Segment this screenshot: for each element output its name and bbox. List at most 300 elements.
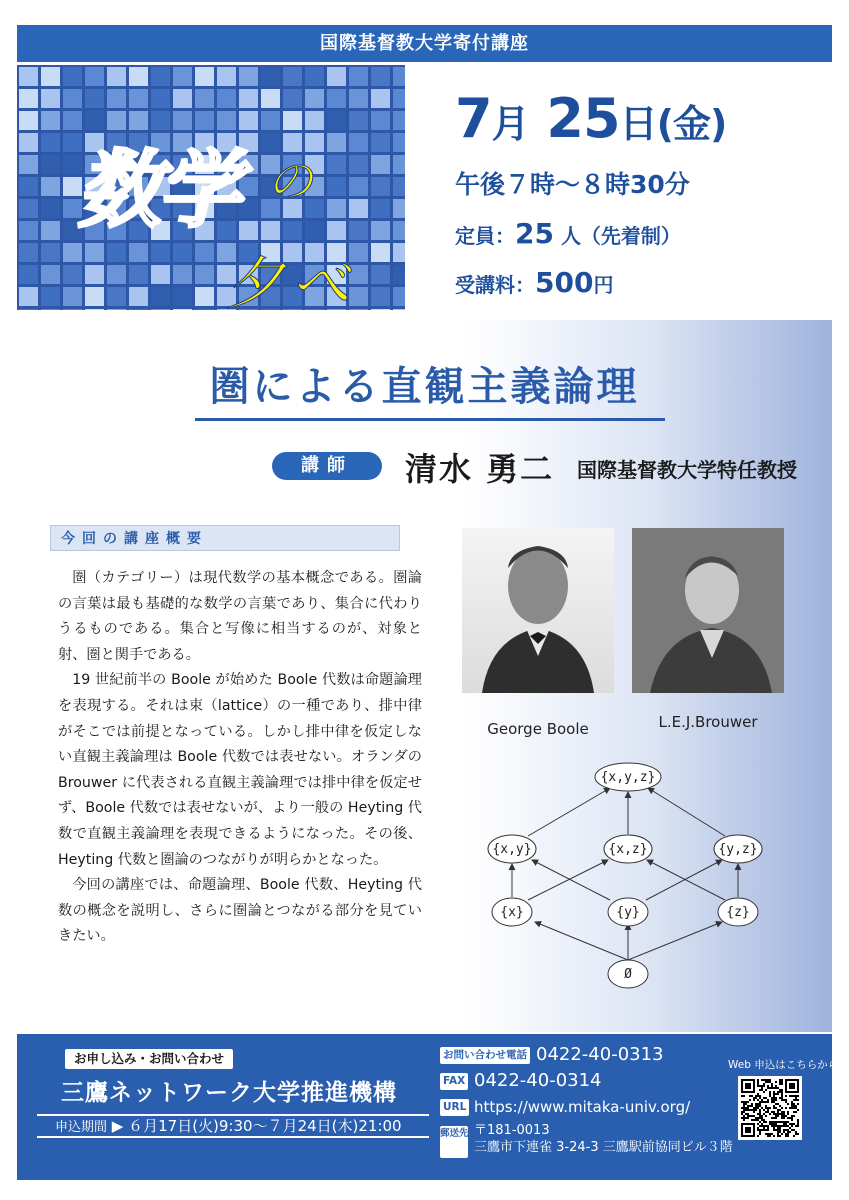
qr-finder-square xyxy=(745,1083,751,1089)
mosaic-tile xyxy=(371,89,390,108)
mosaic-tile xyxy=(239,133,258,152)
qr-module xyxy=(779,1131,781,1133)
qr-code-icon xyxy=(741,1079,799,1137)
lecturer-row xyxy=(272,448,832,488)
mosaic-tile xyxy=(173,287,192,306)
qr-module xyxy=(759,1113,761,1115)
qr-module xyxy=(775,1093,777,1095)
qr-module xyxy=(775,1125,777,1127)
qr-module xyxy=(777,1103,779,1105)
qr-module xyxy=(777,1129,779,1131)
mosaic-tile xyxy=(63,309,82,310)
date-day-unit: 日 xyxy=(619,102,657,146)
postal-code: 〒181-0013 xyxy=(474,1123,550,1138)
qr-module xyxy=(777,1127,779,1129)
qr-module xyxy=(767,1133,769,1135)
lecturer-affiliation: 国際基督教大学特任教授 xyxy=(577,458,797,482)
overview-body xyxy=(58,566,422,950)
qr-module xyxy=(767,1085,769,1087)
qr-module xyxy=(741,1107,743,1109)
qr-module xyxy=(791,1105,793,1107)
mosaic-tile xyxy=(41,199,60,218)
mosaic-tile xyxy=(63,265,82,284)
mosaic-tile xyxy=(305,89,324,108)
mosaic-tile xyxy=(107,287,126,306)
mosaic-tile xyxy=(63,287,82,306)
mailing-address xyxy=(474,1122,733,1156)
qr-module xyxy=(785,1121,787,1123)
mosaic-tile xyxy=(371,243,390,262)
qr-module xyxy=(747,1109,749,1111)
photo-brouwer xyxy=(632,528,784,693)
qr-module xyxy=(757,1081,759,1083)
qr-module xyxy=(765,1121,767,1123)
qr-module xyxy=(781,1095,783,1097)
qr-module xyxy=(773,1121,775,1123)
qr-module xyxy=(763,1121,765,1123)
mosaic-tile xyxy=(327,67,346,86)
qr-module xyxy=(773,1125,775,1127)
qr-module xyxy=(779,1129,781,1131)
mosaic-tile xyxy=(349,177,368,196)
event-time: 午後７時～８時30分 xyxy=(455,170,690,199)
mosaic-tile xyxy=(19,89,38,108)
capacity-value: 25 xyxy=(515,217,554,250)
qr-module xyxy=(753,1119,755,1121)
qr-module xyxy=(767,1087,769,1089)
mosaic-tile xyxy=(85,309,104,310)
qr-module xyxy=(743,1103,745,1105)
mosaic-tile xyxy=(371,221,390,240)
qr-module xyxy=(775,1097,777,1099)
qr-module xyxy=(773,1091,775,1093)
mosaic-tile xyxy=(129,309,148,310)
mosaic-tile xyxy=(19,243,38,262)
qr-module xyxy=(769,1107,771,1109)
mosaic-tile xyxy=(41,309,60,310)
date-day: 25 xyxy=(546,87,620,150)
qr-module xyxy=(779,1097,781,1099)
qr-module xyxy=(757,1107,759,1109)
qr-module xyxy=(793,1115,795,1117)
qr-module xyxy=(797,1121,799,1123)
qr-module xyxy=(777,1109,779,1111)
qr-module xyxy=(743,1105,745,1107)
qr-module xyxy=(749,1095,751,1097)
mosaic-tile xyxy=(41,287,60,306)
qr-module xyxy=(743,1119,745,1121)
qr-module xyxy=(781,1121,783,1123)
mosaic-tile xyxy=(239,155,258,174)
qr-module xyxy=(775,1099,777,1101)
qr-module xyxy=(775,1103,777,1105)
qr-module xyxy=(747,1113,749,1115)
mosaic-tile xyxy=(393,221,405,240)
lecturer-badge: 講師 xyxy=(272,452,382,480)
qr-code[interactable] xyxy=(738,1076,802,1140)
mosaic-tile xyxy=(349,111,368,130)
mosaic-tile xyxy=(349,133,368,152)
qr-module xyxy=(781,1113,783,1115)
qr-module xyxy=(759,1097,761,1099)
qr-module xyxy=(759,1131,761,1133)
qr-module xyxy=(773,1129,775,1131)
qr-module xyxy=(759,1095,761,1097)
mosaic-tile xyxy=(239,89,258,108)
qr-module xyxy=(787,1113,789,1115)
event-date xyxy=(455,88,835,155)
mosaic-tile xyxy=(41,133,60,152)
qr-module xyxy=(761,1117,763,1119)
qr-module xyxy=(741,1111,743,1113)
fee-value: 500 xyxy=(535,266,594,299)
qr-module xyxy=(783,1123,785,1125)
qr-module xyxy=(793,1103,795,1105)
qr-module xyxy=(783,1125,785,1127)
mosaic-tile xyxy=(195,265,214,284)
qr-module xyxy=(795,1107,797,1109)
qr-module xyxy=(773,1099,775,1101)
qr-module xyxy=(763,1119,765,1121)
qr-module xyxy=(755,1109,757,1111)
qr-module xyxy=(795,1097,797,1099)
qr-module xyxy=(757,1079,759,1081)
qr-module xyxy=(753,1107,755,1109)
qr-module xyxy=(755,1103,757,1105)
mosaic-tile xyxy=(85,243,104,262)
mosaic-tile xyxy=(239,111,258,130)
mosaic-tile xyxy=(151,287,170,306)
mosaic-tile xyxy=(19,177,38,196)
date-month-unit: 月 xyxy=(491,102,529,146)
qr-module xyxy=(781,1081,783,1083)
mosaic-tile xyxy=(85,265,104,284)
mosaic-tile xyxy=(19,67,38,86)
mosaic-tile xyxy=(371,265,390,284)
qr-module xyxy=(769,1079,771,1081)
qr-module xyxy=(757,1093,759,1095)
qr-module xyxy=(777,1111,779,1113)
qr-module xyxy=(781,1133,783,1135)
qr-module xyxy=(773,1101,775,1103)
qr-module xyxy=(785,1123,787,1125)
qr-module xyxy=(749,1105,751,1107)
series-title-main: 数学 xyxy=(77,141,238,239)
qr-module xyxy=(773,1097,775,1099)
qr-module xyxy=(791,1119,793,1121)
qr-module xyxy=(795,1133,797,1135)
date-weekday: (金) xyxy=(656,102,727,146)
qr-module xyxy=(773,1107,775,1109)
qr-module xyxy=(757,1099,759,1101)
mosaic-tile xyxy=(63,67,82,86)
qr-module xyxy=(771,1117,773,1119)
qr-module xyxy=(761,1089,763,1091)
phone-number[interactable]: 0422-40-0313 xyxy=(536,1044,664,1065)
mosaic-tile xyxy=(151,89,170,108)
lattice-node-y: {y} xyxy=(616,905,640,920)
qr-module xyxy=(769,1113,771,1115)
mosaic-tile xyxy=(327,155,346,174)
qr-module xyxy=(795,1125,797,1127)
qr-module xyxy=(793,1111,795,1113)
qr-module xyxy=(787,1111,789,1113)
mosaic-tile xyxy=(393,111,405,130)
qr-module xyxy=(763,1113,765,1115)
qr-module xyxy=(759,1133,761,1135)
qr-module xyxy=(761,1101,763,1103)
mosaic-tile xyxy=(195,287,214,306)
qr-module xyxy=(781,1111,783,1113)
qr-module xyxy=(789,1131,791,1133)
qr-module xyxy=(749,1109,751,1111)
qr-module xyxy=(759,1085,761,1087)
mosaic-tile xyxy=(195,243,214,262)
mosaic-tile xyxy=(151,265,170,284)
qr-finder-square xyxy=(789,1083,795,1089)
phone-tag: お問い合わせ電話 xyxy=(440,1047,530,1064)
mosaic-tile xyxy=(195,309,214,310)
qr-module xyxy=(783,1111,785,1113)
mosaic-tile xyxy=(173,243,192,262)
event-fee xyxy=(455,266,835,299)
qr-module xyxy=(767,1079,769,1081)
qr-module xyxy=(765,1125,767,1127)
mosaic-tile xyxy=(393,133,405,152)
qr-module xyxy=(787,1135,789,1137)
mosaic-tile xyxy=(41,111,60,130)
mosaic-tile xyxy=(327,89,346,108)
qr-module xyxy=(795,1111,797,1113)
mosaic-tile xyxy=(129,89,148,108)
qr-module xyxy=(757,1127,759,1129)
qr-module xyxy=(747,1115,749,1117)
qr-module xyxy=(789,1117,791,1119)
qr-module xyxy=(767,1125,769,1127)
qr-module xyxy=(759,1105,761,1107)
qr-module xyxy=(771,1087,773,1089)
qr-module xyxy=(745,1107,747,1109)
portrait-brouwer-illustration xyxy=(632,528,784,693)
qr-module xyxy=(773,1123,775,1125)
mosaic-tile xyxy=(173,309,192,310)
mosaic-tile xyxy=(371,111,390,130)
qr-module xyxy=(755,1105,757,1107)
qr-module xyxy=(755,1117,757,1119)
qr-module xyxy=(769,1087,771,1089)
lecture-title: 圏による直観主義論理 xyxy=(209,363,640,410)
qr-module xyxy=(741,1095,743,1097)
lattice-nodes xyxy=(488,763,762,988)
mosaic-tile xyxy=(371,287,390,306)
qr-module xyxy=(765,1101,767,1103)
qr-module xyxy=(771,1085,773,1087)
qr-module xyxy=(785,1101,787,1103)
qr-module xyxy=(755,1107,757,1109)
qr-module xyxy=(749,1115,751,1117)
qr-module xyxy=(777,1133,779,1135)
mosaic-tile xyxy=(41,243,60,262)
qr-module xyxy=(769,1133,771,1135)
qr-module xyxy=(769,1095,771,1097)
qr-module xyxy=(793,1099,795,1101)
lattice-node-xz: {x,z} xyxy=(608,842,648,857)
qr-module xyxy=(781,1117,783,1119)
qr-module xyxy=(769,1121,771,1123)
mosaic-tile xyxy=(217,89,236,108)
mosaic-tile xyxy=(393,177,405,196)
mosaic-tile xyxy=(85,287,104,306)
mosaic-tile xyxy=(19,221,38,240)
contact-footer xyxy=(17,1034,839,1180)
qr-module xyxy=(779,1127,781,1129)
qr-module xyxy=(789,1123,791,1125)
qr-module xyxy=(791,1129,793,1131)
qr-module xyxy=(767,1127,769,1129)
qr-module xyxy=(773,1105,775,1107)
mosaic-tile xyxy=(393,89,405,108)
application-period xyxy=(37,1114,429,1138)
mosaic-tile xyxy=(393,67,405,86)
qr-module xyxy=(775,1081,777,1083)
lattice-node-top: {x,y,z} xyxy=(600,770,656,785)
qr-module xyxy=(771,1133,773,1135)
qr-module xyxy=(759,1125,761,1127)
qr-module xyxy=(763,1101,765,1103)
mosaic-tile xyxy=(371,133,390,152)
qr-module xyxy=(797,1119,799,1121)
qr-module xyxy=(741,1101,743,1103)
qr-module xyxy=(783,1113,785,1115)
qr-module xyxy=(763,1125,765,1127)
qr-module xyxy=(797,1133,799,1135)
qr-module xyxy=(751,1115,753,1117)
qr-module xyxy=(777,1091,779,1093)
mosaic-tile xyxy=(173,67,192,86)
capacity-label: 定員： xyxy=(455,224,515,248)
qr-module xyxy=(747,1105,749,1107)
qr-module xyxy=(787,1125,789,1127)
qr-module xyxy=(793,1095,795,1097)
qr-module xyxy=(777,1121,779,1123)
qr-module xyxy=(757,1123,759,1125)
qr-module xyxy=(767,1129,769,1131)
qr-module xyxy=(767,1135,769,1137)
mosaic-tile xyxy=(239,199,258,218)
qr-module xyxy=(757,1135,759,1137)
mosaic-tile xyxy=(393,309,405,310)
qr-module xyxy=(755,1097,757,1099)
mosaic-tile xyxy=(371,67,390,86)
qr-module xyxy=(773,1127,775,1129)
mosaic-tile xyxy=(173,265,192,284)
qr-module xyxy=(751,1103,753,1105)
lattice-node-xy: {x,y} xyxy=(492,842,532,857)
qr-module xyxy=(771,1111,773,1113)
qr-module xyxy=(763,1079,765,1081)
qr-module xyxy=(747,1101,749,1103)
mosaic-tile xyxy=(129,243,148,262)
qr-module xyxy=(797,1123,799,1125)
mosaic-tile xyxy=(261,89,280,108)
qr-module xyxy=(795,1099,797,1101)
qr-module xyxy=(773,1095,775,1097)
fax-number: 0422-40-0314 xyxy=(474,1070,602,1091)
qr-module xyxy=(793,1135,795,1137)
qr-module xyxy=(771,1125,773,1127)
qr-module xyxy=(763,1127,765,1129)
qr-module xyxy=(783,1099,785,1101)
qr-module xyxy=(775,1123,777,1125)
mosaic-tile xyxy=(327,133,346,152)
qr-module xyxy=(771,1099,773,1101)
qr-module xyxy=(777,1115,779,1117)
mosaic-tile xyxy=(19,265,38,284)
qr-module xyxy=(745,1101,747,1103)
qr-module xyxy=(765,1115,767,1117)
fee-label: 受講料： xyxy=(455,273,535,297)
qr-module xyxy=(775,1085,777,1087)
mosaic-tile xyxy=(239,177,258,196)
mosaic-tile xyxy=(393,287,405,306)
qr-module xyxy=(785,1095,787,1097)
website-link[interactable]: https://www.mitaka-univ.org/ xyxy=(474,1098,691,1116)
mosaic-tile xyxy=(195,67,214,86)
mosaic-tile xyxy=(239,67,258,86)
qr-module xyxy=(753,1115,755,1117)
mosaic-tile xyxy=(41,89,60,108)
qr-module xyxy=(777,1093,779,1095)
mosaic-tile xyxy=(327,177,346,196)
mosaic-tile xyxy=(19,287,38,306)
lattice-node-z: {z} xyxy=(726,905,750,920)
qr-module xyxy=(757,1083,759,1085)
qr-module xyxy=(751,1109,753,1111)
qr-module xyxy=(775,1113,777,1115)
mosaic-tile xyxy=(349,89,368,108)
fax-tag: FAX xyxy=(440,1073,468,1090)
mosaic-tile xyxy=(107,67,126,86)
organization-name: 三鷹ネットワーク大学推進機構 xyxy=(61,1080,397,1106)
qr-module xyxy=(767,1107,769,1109)
mosaic-tile xyxy=(129,265,148,284)
qr-module xyxy=(783,1129,785,1131)
qr-module xyxy=(785,1125,787,1127)
qr-module xyxy=(757,1085,759,1087)
qr-module xyxy=(795,1095,797,1097)
qr-module xyxy=(751,1105,753,1107)
qr-module xyxy=(761,1085,763,1087)
mosaic-tile xyxy=(19,133,38,152)
mosaic-tile xyxy=(41,221,60,240)
qr-module xyxy=(761,1099,763,1101)
qr-module xyxy=(757,1113,759,1115)
qr-module xyxy=(781,1099,783,1101)
qr-module xyxy=(759,1109,761,1111)
qr-module xyxy=(743,1109,745,1111)
mosaic-tile xyxy=(41,67,60,86)
mosaic-tile xyxy=(19,199,38,218)
qr-module xyxy=(757,1103,759,1105)
qr-module xyxy=(767,1101,769,1103)
mosaic-tile xyxy=(327,111,346,130)
fee-unit: 円 xyxy=(593,273,614,297)
mosaic-tile xyxy=(349,67,368,86)
qr-module xyxy=(777,1135,779,1137)
title-divider xyxy=(195,418,665,421)
qr-module xyxy=(773,1093,775,1095)
qr-module xyxy=(779,1109,781,1111)
